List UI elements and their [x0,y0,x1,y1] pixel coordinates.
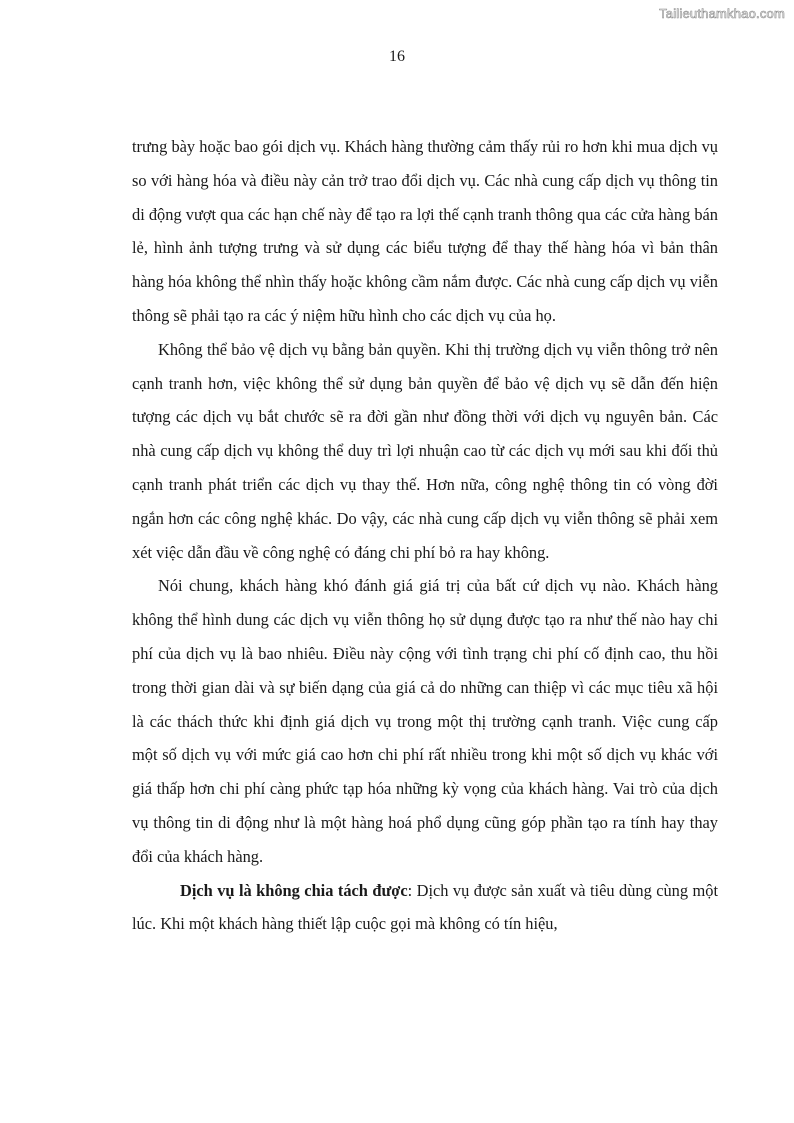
paragraph-4-heading: Dịch vụ là không chia tách được [180,880,408,900]
paragraph-1: trưng bày hoặc bao gói dịch vụ. Khách hàng thường cảm thấy rủi ro hơn khi mua dịch vụ so với hàng hóa và điều này cản trở trao đổi dịch vụ. Các nhà cung cấp dịch vụ thông tin di động vượt qua các hạn chế này để tạo ra lợi thế cạnh tranh thông qua các cửa hàng bán lẻ, hình ảnh tượng trưng và sử dụng các biểu tượng để thay thế hàng hóa vì bản thân hàng hóa không thể nhìn thấy hoặc không cầm nắm được. Các nhà cung cấp dịch vụ viễn thông sẽ phải tạo ra các ý niệm hữu hình cho các dịch vụ của họ. [132,137,718,325]
document-body [132,130,718,941]
watermark: Tailieuthamkhao.com [659,6,785,21]
paragraph-3: Nói chung, khách hàng khó đánh giá giá trị của bất cứ dịch vụ nào. Khách hàng không thể hình dung các dịch vụ viễn thông họ sử dụng được tạo ra như thế nào hay chi phí của dịch vụ là bao nhiêu. Điều này cộng với tình trạng chi phí cố định cao, thu hồi trong thời gian dài và sự biến dạng của giá cả do những can thiệp vì các mục tiêu xã hội là các thách thức khi định giá dịch vụ trong một thị trường cạnh tranh. Việc cung cấp một số dịch vụ với mức giá cao hơn chi phí rất nhiều trong khi một số dịch vụ khác với giá thấp hơn chi phí càng phức tạp hóa những kỳ vọng của khách hàng. Vai trò của dịch vụ thông tin di động như là một hàng hoá phổ dụng cũng góp phần tạo ra tính hay thay đổi của khách hàng. [132,576,718,866]
paragraph-4-text: : Dịch vụ được sản xuất và tiêu dùng cùng một lúc. Khi một khách hàng thiết lập cuộc gọi mà không có tín hiệu, [132,880,719,934]
paragraph-4 [132,874,718,942]
paragraph-2: Không thể bảo vệ dịch vụ bằng bản quyền. Khi thị trường dịch vụ viễn thông trở nên cạnh tranh hơn, việc không thể sử dụng bản quyền để bảo vệ dịch vụ sẽ dẫn đến hiện tượng các dịch vụ bắt chước sẽ ra đời gần như đồng thời với dịch vụ nguyên bản. Các nhà cung cấp dịch vụ không thể duy trì lợi nhuận cao từ các dịch vụ mới sau khi đối thủ cạnh tranh phát triển các dịch vụ thay thế. Hơn nữa, công nghệ thông tin có vòng đời ngắn hơn các công nghệ khác. Do vậy, các nhà cung cấp dịch vụ viễn thông sẽ phải xem xét việc dẫn đầu về công nghệ có đáng chi phí bỏ ra hay không. [132,339,718,562]
page-number: 16 [389,48,405,65]
